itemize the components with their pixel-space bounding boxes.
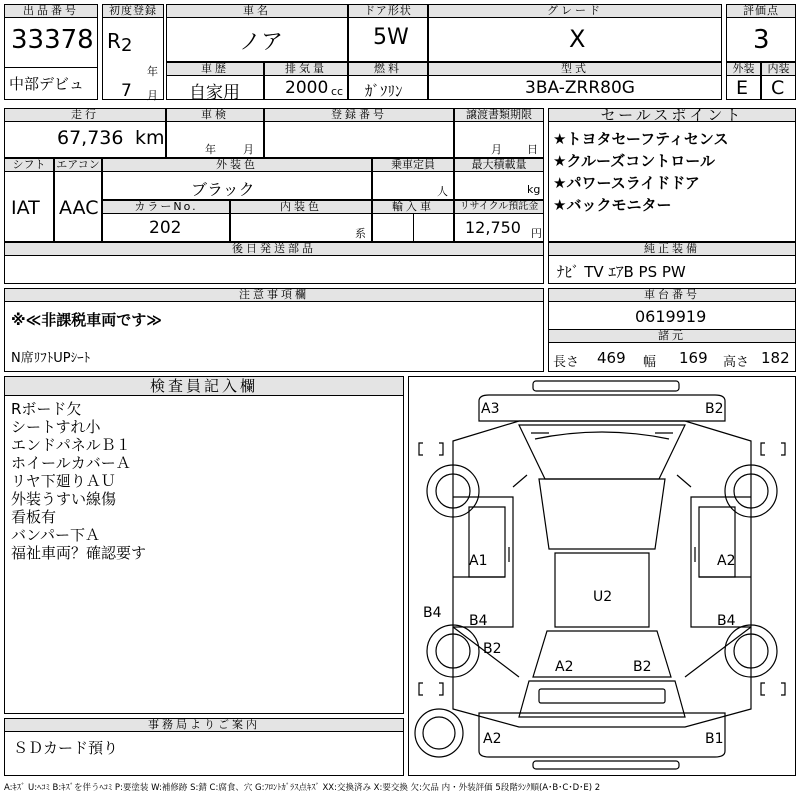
door-cell (348, 4, 428, 62)
fuel-label: 燃料 (349, 63, 427, 76)
fuel: ｶﾞｿﾘﾝ (365, 82, 403, 100)
shift-cell (4, 158, 54, 242)
grade-cell (428, 4, 722, 62)
interior-cell (761, 62, 796, 100)
inspector-label: 検査員記入欄 (5, 377, 403, 396)
cc-unit: cc (331, 85, 344, 98)
damage-mark: B4 (423, 605, 442, 621)
recycle-amount: 12,750 (465, 218, 521, 237)
exterior-label: 外装 (727, 63, 760, 76)
transfer-month-unit: 月 (491, 143, 502, 156)
body-color: ブラック (191, 180, 255, 199)
inspector-line: シートすれ小 (11, 418, 101, 436)
damage-mark: A2 (483, 731, 502, 747)
inspector-line: リヤ下廻りＡＵ (11, 472, 116, 490)
equipment-cell (548, 242, 796, 284)
inspector-line: 外装うすい線傷 (11, 490, 117, 508)
first-registration-label: 初度登録 (103, 5, 163, 18)
history-cell (166, 62, 264, 103)
door-type: 5W (373, 25, 409, 50)
sales-points-label: セールスポイント (549, 109, 795, 122)
inspector-line: エンドパネルＢ１ (11, 436, 131, 454)
displacement-cell (264, 62, 348, 100)
inspector-line: バンパー下Ａ (11, 526, 100, 544)
import-label: 輸入車 (373, 201, 453, 214)
chassis-number: 0619919 (635, 307, 707, 326)
load-unit: kg (527, 183, 541, 196)
width-value: 169 (679, 349, 708, 367)
history-label: 車歴 (167, 63, 263, 76)
recycle-cell (454, 200, 544, 242)
color-no-cell (102, 200, 230, 242)
length-value: 469 (597, 349, 626, 367)
displacement-label: 排気量 (265, 63, 347, 76)
damage-mark: U2 (593, 589, 613, 605)
interior-grade: C (771, 77, 785, 99)
displacement: 2000 (285, 78, 329, 98)
capacity-label: 乗車定員 (373, 159, 453, 172)
reg-number-cell (264, 108, 454, 158)
office-note: ＳＤカード預り (13, 739, 119, 757)
lot-number: 33378 (11, 25, 94, 55)
inspector-cell (4, 376, 404, 714)
damage-mark: B4 (469, 613, 488, 629)
exterior-cell (726, 62, 761, 100)
capacity-unit: 人 (437, 185, 448, 198)
score: 3 (753, 25, 770, 55)
mileage-label: 走行 (5, 109, 165, 122)
inspector-line: 看板有 (11, 508, 57, 526)
damage-mark: B2 (705, 401, 724, 417)
grade: X (569, 25, 586, 53)
later-parts-label: 後日発送部品 (5, 243, 543, 256)
mileage-cell (4, 108, 166, 158)
mileage: 67,736 (57, 127, 124, 149)
grade-label: グレード (429, 5, 721, 18)
capacity-cell (372, 158, 454, 200)
inspection-cell (166, 108, 264, 158)
damage-mark: A2 (555, 659, 574, 675)
sales-point-item: ★クルーズコントロール (553, 152, 715, 170)
damage-diagram (408, 376, 796, 776)
office-label: 事務局よりご案内 (5, 719, 403, 732)
width-label: 幅 (643, 355, 657, 370)
inspector-line: 福祉車両？確認要す (11, 544, 147, 562)
color-label: 外装色 (103, 159, 371, 172)
transfer-deadline-label: 譲渡書類期限 (455, 109, 543, 122)
year-unit: 年 (147, 65, 158, 78)
score-cell (726, 4, 796, 62)
int-color-label: 内装色 (231, 201, 371, 214)
equipment-value: ﾅﾋﾞ TV ｴｱB PS PW (557, 263, 686, 281)
inspection-month-unit: 月 (243, 143, 254, 156)
damage-mark: A3 (481, 401, 500, 417)
model-code-label: 型式 (429, 63, 721, 76)
damage-mark: A1 (469, 553, 488, 569)
reg-month: 7 (121, 81, 132, 101)
month-unit: 月 (147, 89, 158, 102)
era-year: 2 (121, 35, 133, 56)
height-label: 高さ (723, 355, 750, 370)
score-label: 評価点 (727, 5, 795, 18)
model-code-cell (428, 62, 722, 100)
notes-cell (4, 288, 544, 372)
history: 自家用 (189, 83, 240, 103)
exterior-grade: E (736, 77, 749, 99)
interior-label: 内装 (762, 63, 795, 76)
color-no: 202 (149, 218, 182, 238)
sales-point-item: ★パワースライドドア (553, 174, 700, 192)
ac: AAC (59, 197, 99, 219)
car-name-label: 車名 (167, 5, 347, 18)
ac-label: エアコン (56, 158, 100, 171)
lot-number-label: 出品番号 (5, 5, 97, 18)
int-color-cell (230, 200, 372, 242)
color-no-label: カラーNo. (103, 201, 229, 214)
chassis-label: 車台番号 (549, 289, 795, 302)
max-load-cell (454, 158, 544, 200)
shift: IAT (11, 197, 40, 219)
km-unit: km (135, 127, 165, 149)
venue-name: 中部デビュ (9, 75, 85, 93)
length-label: 長さ (553, 355, 580, 370)
legend-text: A:ｷｽﾞ U:ﾍｺﾐ B:ｷｽﾞを伴うﾍｺﾐ P:要塗装 W:補修跡 S:錆 C:腐食、穴 G:ﾌﾛﾝﾄｶﾞﾗｽ点ｷｽﾞ XX:交換済み X:要交換 欠:欠品 内・外装評価 5段階ﾗﾝｸ順(A･B･C･D･E) 2 (4, 783, 601, 793)
damage-mark: B2 (483, 641, 502, 657)
inspector-line: Rボード欠 (11, 400, 82, 418)
max-load-label: 最大積載量 (455, 159, 543, 172)
sales-points-cell (548, 108, 796, 242)
import-cell (372, 200, 454, 242)
damage-mark: B2 (633, 659, 652, 675)
inspector-line: ホイールカバーＡ (11, 454, 131, 472)
inspection-year-unit: 年 (205, 143, 216, 156)
yen-unit: 円 (531, 227, 542, 240)
notes-label: 注意事項欄 (5, 289, 543, 302)
shift-label: シフト (5, 159, 53, 172)
car-name-cell (166, 4, 348, 62)
damage-mark: A2 (717, 553, 736, 569)
spec-label: 諸元 (549, 329, 795, 343)
transfer-deadline-cell (454, 108, 544, 158)
chassis-cell (548, 288, 796, 372)
sales-point-item: ★トヨタセーフティセンス (553, 130, 729, 148)
door-label: ドア形状 (349, 5, 427, 18)
fuel-cell (348, 62, 428, 100)
inspection-label: 車検 (167, 109, 263, 122)
int-color-unit: 系 (355, 227, 366, 240)
model-code: 3BA-ZRR80G (525, 78, 635, 98)
first-registration-cell (102, 4, 164, 100)
era-letter: R (107, 29, 121, 53)
equipment-label: 純正装備 (549, 243, 795, 256)
notes-line-2: N席ﾘﾌﾄUPｼｰﾄ (11, 351, 91, 366)
office-cell (4, 718, 404, 776)
damage-mark: B4 (717, 613, 736, 629)
ac-cell (54, 158, 102, 242)
sales-point-item: ★バックモニター (553, 196, 672, 214)
recycle-label: リサイクル預託金 (455, 201, 543, 214)
notes-line-1: ※≪非課税車両です≫ (11, 311, 162, 329)
reg-number-label: 登録番号 (265, 109, 453, 122)
damage-mark: B1 (705, 731, 724, 747)
car-name: ノア (239, 30, 284, 55)
lot-number-cell (4, 4, 98, 100)
later-parts-cell (4, 242, 544, 284)
transfer-day-unit: 日 (527, 143, 538, 156)
color-cell (102, 158, 372, 200)
height-value: 182 (761, 349, 790, 367)
